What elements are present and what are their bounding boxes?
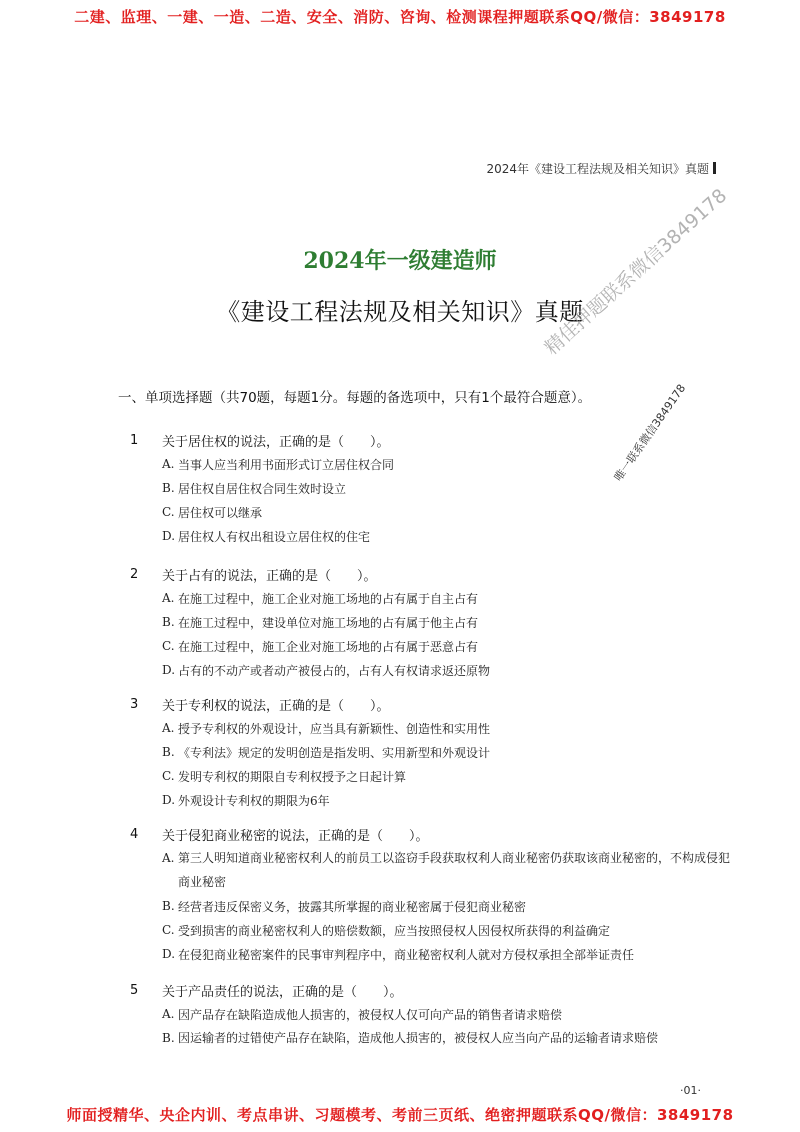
- option-letter: B.: [162, 745, 175, 759]
- option-a: [130, 1002, 730, 1026]
- option-b: [130, 1026, 730, 1050]
- option-letter: B.: [162, 1031, 175, 1045]
- option-a: [130, 586, 730, 610]
- question-text: 关于专利权的说法，正确的是（ ）。: [162, 698, 390, 714]
- option-b: [130, 610, 730, 634]
- question-number: 5: [130, 982, 139, 998]
- question-number: 4: [130, 826, 139, 842]
- option-c: [130, 500, 730, 524]
- option-c: [130, 764, 730, 788]
- question-stem: [130, 562, 730, 586]
- watermark-large: 精佳押题联系微信3849178: [540, 184, 732, 360]
- option-b: [130, 894, 730, 918]
- option-text: 居住权自居住权合同生效时设立: [178, 481, 347, 496]
- question-stem: [130, 978, 730, 1002]
- option-letter: D.: [162, 793, 176, 807]
- option-text: 在施工过程中，施工企业对施工场地的占有属于恶意占有: [178, 639, 479, 654]
- option-letter: C.: [162, 505, 175, 519]
- option-text: 占有的不动产或者动产被侵占的，占有人有权请求返还原物: [178, 663, 491, 678]
- option-text: 《专利法》规定的发明创造是指发明、实用新型和外观设计: [178, 745, 491, 760]
- watermark-small: 唯一联系微信3849178: [611, 381, 689, 484]
- option-text: 因运输者的过错使产品存在缺陷，造成他人损害的，被侵权人应当向产品的运输者请求赔偿: [178, 1031, 659, 1045]
- option-letter: A.: [162, 851, 175, 865]
- option-text: 授予专利权的外观设计，应当具有新颖性、创造性和实用性: [178, 721, 491, 736]
- document-title: 2024年一级建造师: [303, 248, 497, 274]
- option-text: 因产品存在缺陷造成他人损害的，被侵权人仅可向产品的销售者请求赔偿: [178, 1007, 563, 1022]
- option-text: 在施工过程中，建设单位对施工场地的占有属于他主占有: [178, 615, 479, 630]
- question-text: 关于居住权的说法，正确的是（ ）。: [162, 434, 390, 450]
- option-a: [130, 716, 730, 740]
- question-number: 1: [130, 432, 139, 448]
- option-letter: A.: [162, 1007, 175, 1021]
- option-letter: B.: [162, 615, 175, 629]
- option-letter: B.: [162, 481, 175, 495]
- question-number: 3: [130, 696, 139, 712]
- question-number: 2: [130, 566, 139, 582]
- page-number: ·01·: [680, 1084, 701, 1097]
- option-text: 发明专利权的期限自专利权授予之日起计算: [178, 769, 407, 784]
- option-text: 在施工过程中，施工企业对施工场地的占有属于自主占有: [178, 591, 479, 606]
- question-4: [130, 822, 730, 966]
- option-d: [130, 658, 730, 682]
- document-subtitle: 《建设工程法规及相关知识》真题: [216, 298, 584, 326]
- question-stem: [130, 822, 730, 846]
- question-stem: [130, 692, 730, 716]
- option-letter: A.: [162, 721, 175, 735]
- header-bar-mark: [713, 162, 716, 174]
- option-text: 外观设计专利权的期限为6年: [178, 793, 330, 808]
- question-5: [130, 978, 730, 1050]
- option-letter: D.: [162, 663, 176, 677]
- option-text: 居住权可以继承: [178, 505, 263, 520]
- option-letter: C.: [162, 639, 175, 653]
- option-letter: D.: [162, 529, 176, 543]
- option-letter: C.: [162, 769, 175, 783]
- bottom-promo-banner: 师面授精华、央企内训、考点串讲、习题模考、考前三页纸、绝密押题联系QQ/微信：3849178: [66, 1106, 734, 1124]
- option-c: [130, 918, 730, 942]
- option-text: 居住权人有权出租设立居住权的住宅: [178, 529, 371, 544]
- option-text: 第三人明知道商业秘密权利人的前员工以盗窃手段获取权利人商业秘密仍获取该商业秘密的，不构成侵犯商业秘密: [178, 851, 731, 889]
- running-header-text: 2024年《建设工程法规及相关知识》真题: [486, 162, 709, 176]
- option-letter: A.: [162, 457, 175, 471]
- option-text: 当事人应当利用书面形式订立居住权合同: [178, 457, 395, 472]
- section-heading: 一、单项选择题（共70题，每题1分。每题的备选项中，只有1个最符合题意）。: [118, 390, 592, 406]
- option-text: 受到损害的商业秘密权利人的赔偿数额，应当按照侵权人因侵权所获得的利益确定: [178, 923, 611, 938]
- option-b: [130, 476, 730, 500]
- option-letter: A.: [162, 591, 175, 605]
- option-d: [130, 788, 730, 812]
- question-3: [130, 692, 730, 812]
- running-header: [486, 160, 716, 177]
- question-text: 关于侵犯商业秘密的说法，正确的是（ ）。: [162, 828, 429, 844]
- option-d: [130, 942, 730, 966]
- option-d: [130, 524, 730, 548]
- question-2: [130, 562, 730, 682]
- question-text: 关于产品责任的说法，正确的是（ ）。: [162, 984, 403, 1000]
- option-text: 在侵犯商业秘密案件的民事审判程序中，商业秘密权利人就对方侵权承担全部举证责任: [178, 947, 635, 962]
- question-text: 关于占有的说法，正确的是（ ）。: [162, 568, 377, 584]
- option-a: [130, 846, 730, 894]
- option-text: 经营者违反保密义务，披露其所掌握的商业秘密属于侵犯商业秘密: [178, 899, 527, 914]
- top-promo-banner: 二建、监理、一建、一造、二造、安全、消防、咨询、检测课程押题联系QQ/微信：3849178: [74, 8, 726, 26]
- option-c: [130, 634, 730, 658]
- option-letter: C.: [162, 923, 175, 937]
- option-b: [130, 740, 730, 764]
- option-letter: D.: [162, 947, 176, 961]
- option-letter: B.: [162, 899, 175, 913]
